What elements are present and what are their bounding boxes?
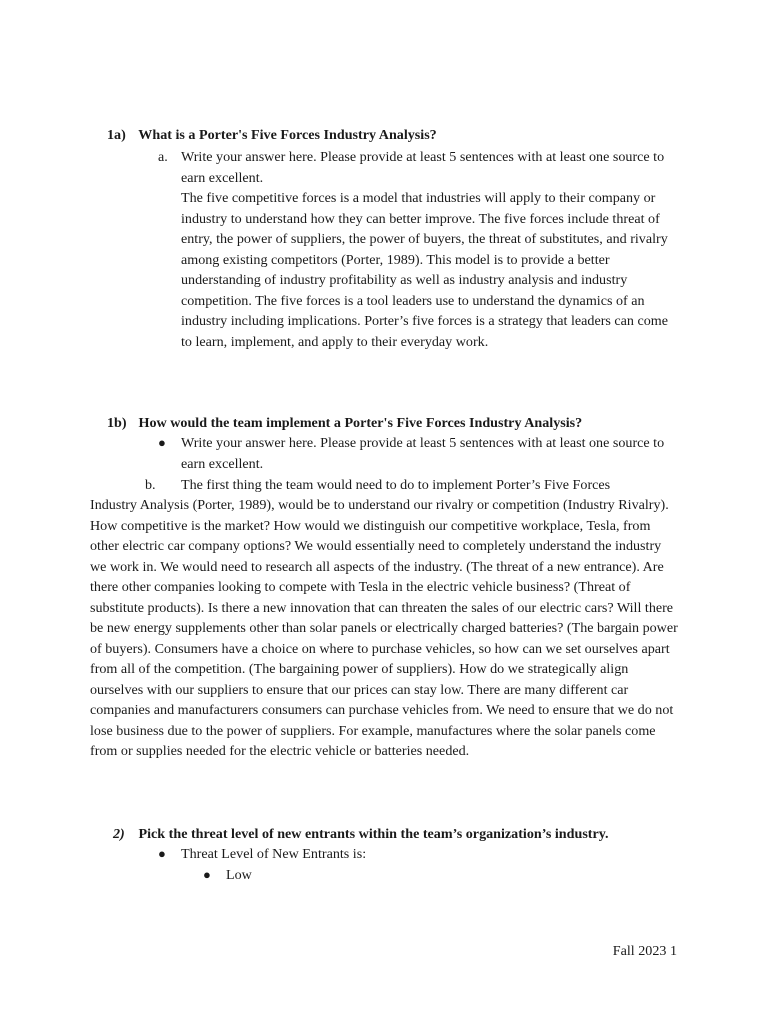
question-number: 1a) xyxy=(107,127,126,143)
bullet-icon: ● xyxy=(158,846,166,861)
bullet-icon: ● xyxy=(158,435,166,450)
question-2-heading xyxy=(113,824,609,845)
answer-prompt: Write your answer here. Please provide at least 5 sentences with at least one source to earn excellent. xyxy=(181,149,665,186)
answer-prompt: Write your answer here. Please provide at least 5 sentences with at least one source to earn excellent. xyxy=(181,435,665,472)
answer-text-1b-first-line: The first thing the team would need to do to implement Porter’s Five Forces xyxy=(181,477,611,493)
answer-text-1a: The five competitive forces is a model that industries will apply to their company or industry to understand how they can better improve. The five forces include threat of entry, the power of suppliers, the power of buyers, the threat of substitutes, and rivalry among existing competitors (Porter, 1989). This model is to provide a better understanding of industry profitability as well as industry analysis and industry competition. The five forces is a tool leaders use to understand the dynamics of an industry including implications. Porter’s five forces is a strategy that leaders can come to learn, implement, and apply to their everyday work. xyxy=(181,190,669,350)
question-1a-heading xyxy=(107,125,437,146)
threat-level-value: Low xyxy=(226,867,252,883)
threat-level-label: Threat Level of New Entrants is: xyxy=(181,846,367,862)
answer-text-1b: Industry Analysis (Porter, 1989), would be to understand our rivalry or competition (Industry Rivalry). How competitive is the market? How would we distinguish our competitive workplace, Tesla, from other electric car company options? We would essentially need to completely understand the industry we work in. We would need to research all aspects of the industry. (The threat of a new entrance). Are there other companies looking to compete with Tesla in the electric vehicle business? (Threat of substitute products). Is there a new innovation that can threaten the sales of our electric cars? Will there be new energy supplements other than solar panels or electrically charged batteries? (The bargain power of buyers). Consumers have a choice on where to purchase vehicles, so how can we set ourselves apart from all of the competition. (The bargaining power of suppliers). How do we strategically align ourselves with our suppliers to ensure that our prices can stay low. There are many different car companies and manufacturers consumers can purchase vehicles from. We need to ensure that we do not lose business due to the power of suppliers. For example, manufactures where the solar panels come from or supplies needed for the electric vehicle or batteries needed. xyxy=(90,497,678,759)
bullet-icon: ● xyxy=(203,867,211,882)
question-title: Pick the threat level of new entrants within the team’s organization’s industry. xyxy=(138,826,609,842)
list-marker-a: a. xyxy=(158,149,168,165)
question-number: 2) xyxy=(113,826,125,842)
question-number: 1b) xyxy=(107,415,127,431)
list-marker-b: b. xyxy=(145,477,156,493)
question-title: How would the team implement a Porter's Five Forces Industry Analysis? xyxy=(138,415,583,431)
question-1b-heading xyxy=(107,413,582,434)
question-title: What is a Porter's Five Forces Industry Analysis? xyxy=(138,127,437,143)
page-footer: Fall 2023 1 xyxy=(612,943,677,959)
